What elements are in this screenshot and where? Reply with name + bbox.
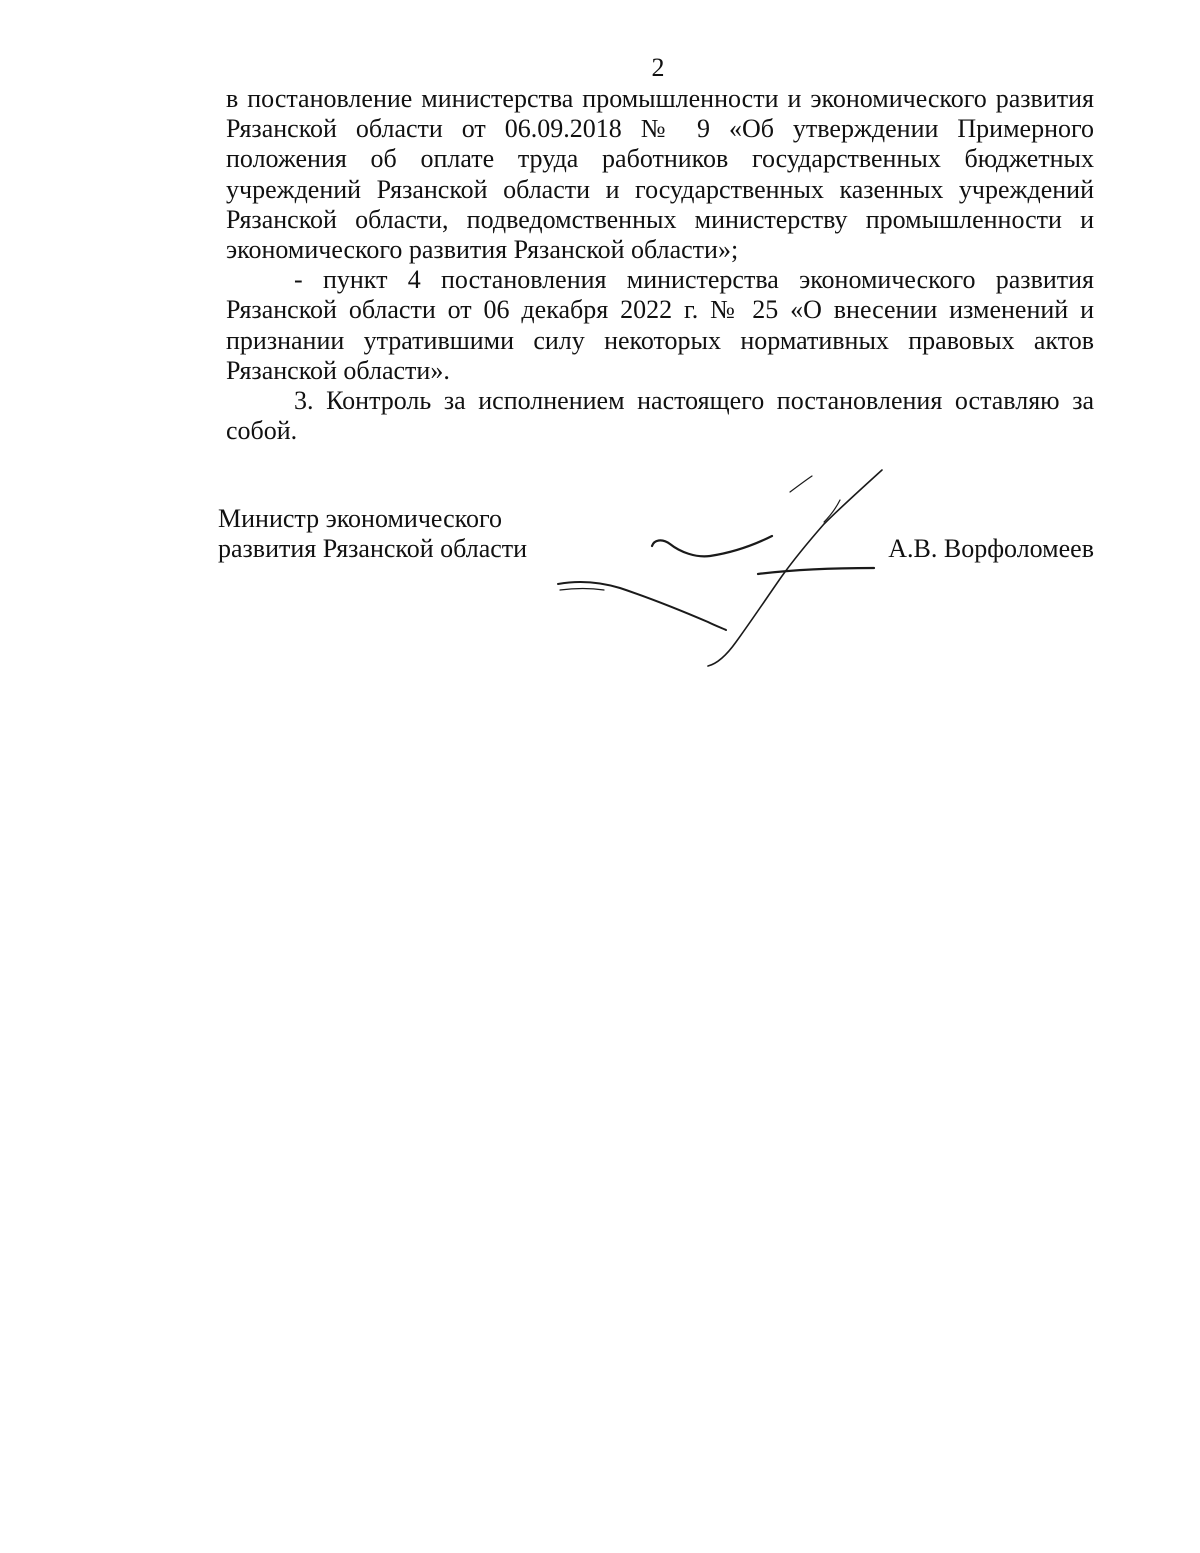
page-number: 2 [651,53,665,82]
paragraph-control-clause: 3. Контроль за исполнением настоящего постановления оставляю за собой. [226,386,1094,446]
signer-title-line-1: Министр экономического [218,504,502,533]
document-body [226,84,1094,446]
signer-title [218,504,527,564]
paragraph-item-4: - пункт 4 постановления министерства экономического развития Рязанской области от 06 декабря 2022 г. № 25 «О внесении изменений и признании утратившими силу некоторых нормативных правовых актов Рязанской области». [226,265,1094,385]
signer-title-line-2: развития Рязанской области [218,534,528,563]
handwritten-signature [540,460,900,670]
paragraph-continuation: в постановление министерства промышленности и экономического развития Рязанской области от 06.09.2018 № 9 «Об утверждении Примерного положения об оплате труда работников государственных бюджетных учреждений Рязанской области и государственных казенных учреждений Рязанской области, подведомственных министерству промышленности и экономического развития Рязанской области»; [226,84,1094,265]
signer-name: А.В. Ворфоломеев [888,534,1094,563]
